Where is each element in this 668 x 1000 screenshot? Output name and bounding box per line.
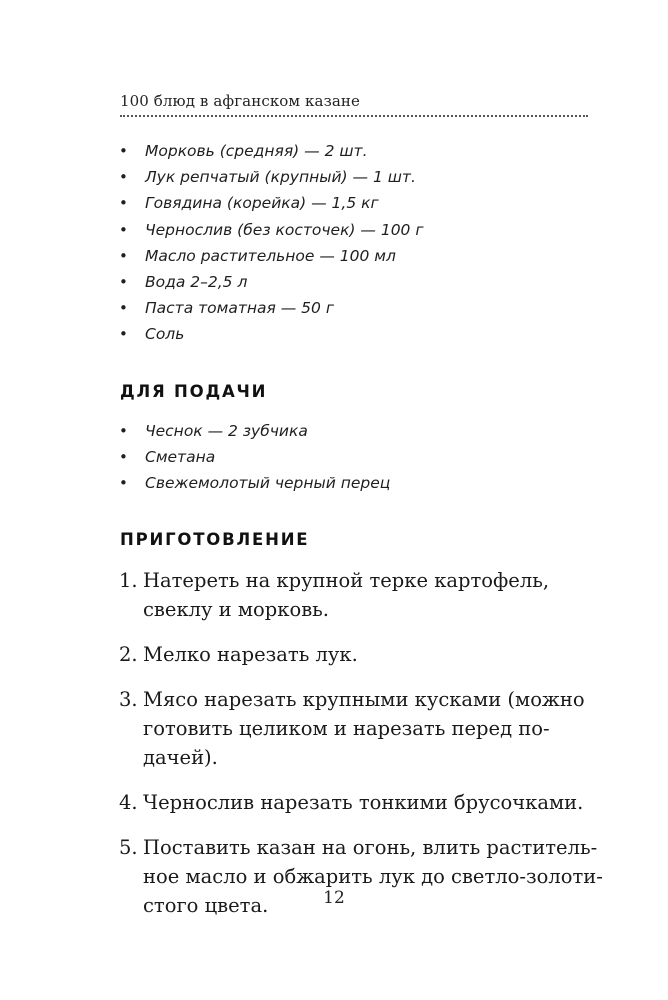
bullet: • [119,220,128,239]
step-text-line: Чернослив нарезать тонкими брусочками. [143,791,584,814]
step-number: 1. [119,569,138,592]
header-dotted-rule [120,115,588,117]
ingredient-text: Чернослив (без косточек) — 100 г [145,220,424,239]
step-number: 2. [119,643,138,666]
step-item [0,788,603,817]
bullet: • [119,299,128,318]
serving-item-text: Чеснок — 2 зубчика [145,422,308,440]
serving-item-text: Сметана [145,448,216,467]
bullet: • [119,142,128,160]
ingredient-text: Паста томатная — 50 г [145,299,334,318]
step-text-line: готовить целиком и нарезать перед по- [143,717,550,740]
serving-item-text: Свежемолотый черный перец [145,474,391,493]
page-number: 12 [323,888,345,908]
bullet: • [119,325,128,344]
step-item [0,566,603,624]
step-text-line: дачей). [143,746,218,769]
preparation-heading: ПРИГОТОВЛЕНИЕ [120,530,310,549]
ingredient-text: Говядина (корейка) — 1,5 кг [145,194,379,213]
bullet: • [119,246,128,265]
step-item [0,640,603,669]
bullet: • [119,422,128,440]
step-text-line: свеклу и морковь. [143,598,329,621]
bullet: • [119,194,128,213]
bullet: • [119,448,128,467]
running-head: 100 блюд в афганском казане [120,92,360,110]
step-text-line: Поставить казан на огонь, влить раститель- [143,836,598,859]
ingredient-text: Соль [145,325,185,344]
step-number: 5. [119,836,138,859]
step-number: 4. [119,791,138,814]
bullet: • [119,272,128,291]
step-text-line: Мясо нарезать крупными кусками (можно [143,688,585,711]
bullet: • [119,474,128,493]
step-text-line: ное масло и обжарить лук до светло-золоти- [143,865,603,888]
ingredient-text: Масло растительное — 100 мл [145,246,396,265]
step-number: 3. [119,688,138,711]
step-text-line: Натереть на крупной терке картофель, [143,569,550,592]
step-text-line: Мелко нарезать лук. [143,643,358,666]
preparation-steps [0,566,603,936]
step-item [0,685,603,772]
ingredient-text: Морковь (средняя) — 2 шт. [145,142,368,160]
ingredient-text: Вода 2–2,5 л [145,272,248,291]
bullet: • [119,168,128,187]
ingredient-text: Лук репчатый (крупный) — 1 шт. [145,168,416,187]
serving-heading: ДЛЯ ПОДАЧИ [120,382,268,401]
step-text-line: стого цвета. [143,894,269,917]
